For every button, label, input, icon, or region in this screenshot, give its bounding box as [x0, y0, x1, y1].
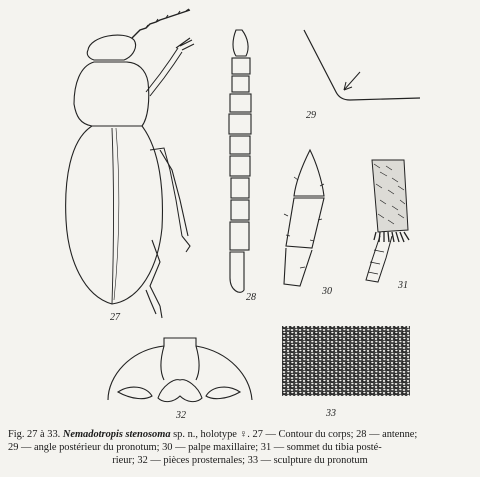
caption-prefix: Fig. 27 à 33. [8, 429, 61, 440]
fig30-number: 30 [322, 286, 332, 297]
fig32-prosternal-pieces [108, 338, 252, 402]
fig32-number: 32 [176, 410, 186, 420]
fig28-antenna [229, 30, 251, 292]
fig30-maxillary-palp [284, 150, 324, 286]
caption-line-2: 29 — angle postérieur du pronotum; 30 — palpe maxillaire; 31 — sommet du tibia posté- [8, 442, 382, 453]
fig33-number: 33 [326, 408, 336, 419]
caption-species: Nemadotropis stenosoma [62, 429, 171, 440]
fig33-pronotum-sculpture [282, 326, 410, 396]
fig29-pronotum-angle [304, 30, 420, 100]
figure-caption [8, 428, 472, 467]
fig31-tibia-apex [366, 160, 409, 282]
fig31-number: 31 [398, 280, 408, 291]
caption-line-1 [8, 428, 472, 441]
caption-line1-rest: sp. n., holotype ♀. 27 — Contour du corps; 28 — antenne; [170, 429, 418, 440]
fig27-body-outline [66, 9, 194, 318]
fig29-number: 29 [306, 110, 316, 121]
fig27-number: 27 [110, 312, 120, 323]
fig28-number: 28 [246, 292, 256, 303]
caption-line-3: rieur; 32 — pièces prosternales; 33 — sculpture du pronotum [112, 455, 368, 466]
